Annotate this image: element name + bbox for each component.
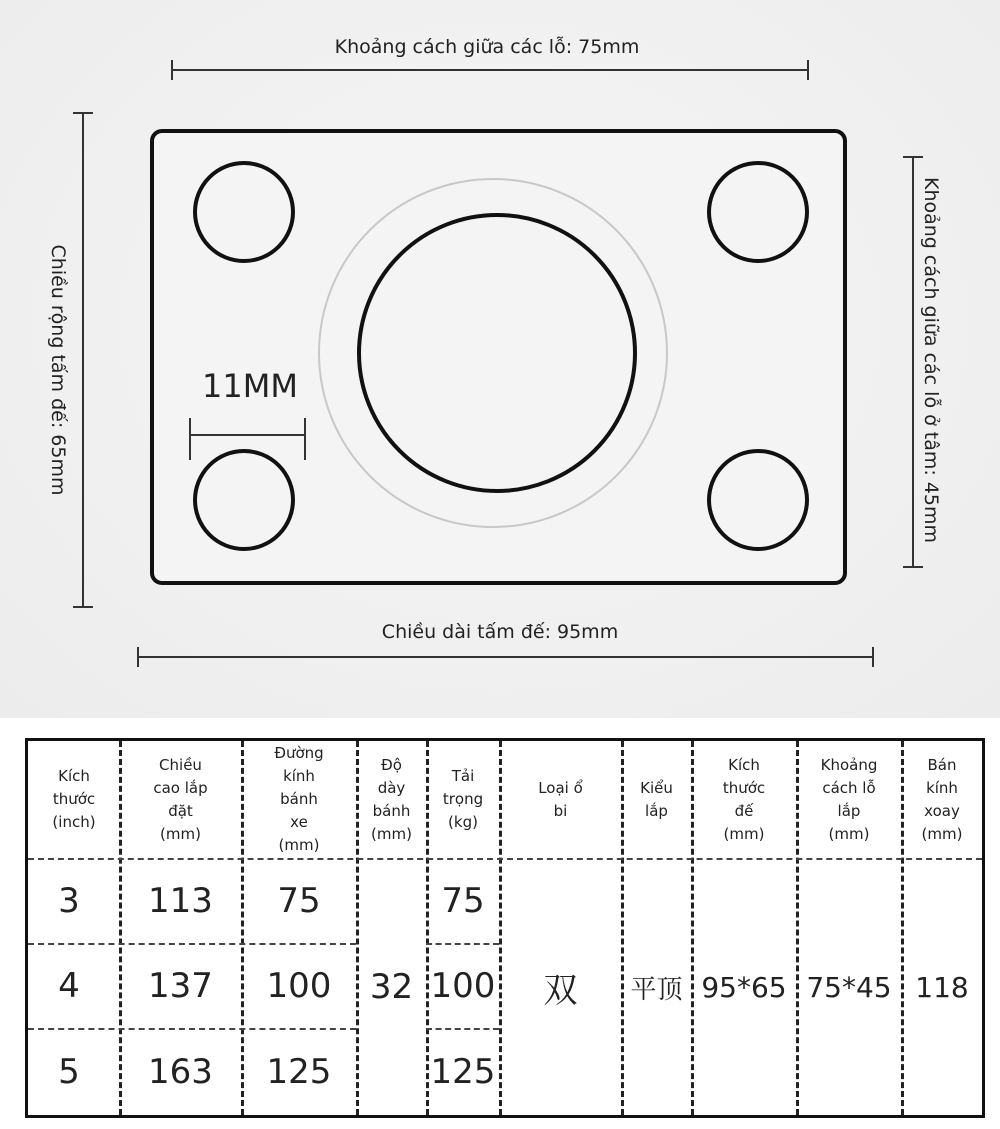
center-hole-spacing-label: Khoảng cách giữa các lỗ ở tâm: 45mm [920, 176, 942, 544]
spec-table [25, 738, 985, 1118]
plate-width-label: Chiều rộng tấm đế: 65mm [47, 244, 69, 496]
hole-spacing-label: Khoảng cách giữa các lỗ: 75mm [334, 36, 640, 58]
header-height: Chiều cao lắp đặt (mm) [153, 755, 208, 843]
row-3-size: 5 [58, 1052, 80, 1092]
row-3-wheel-diameter: 125 [266, 1052, 332, 1092]
row-3-height: 163 [148, 1052, 213, 1092]
hole-spacing-value: 75*45 [806, 970, 892, 1004]
right-dimension [903, 157, 923, 567]
row-2-load: 100 [430, 966, 496, 1006]
header-size: Kích thước (inch) [52, 767, 96, 831]
bearing-type-value: 双 [543, 970, 578, 1011]
hole-diameter-label: 11MM [202, 367, 298, 405]
plate-length-label: Chiều dài tấm đế: 95mm [381, 621, 619, 643]
base-size-value: 95*65 [701, 970, 787, 1004]
header-base-size: Kích thước đế (mm) [722, 755, 766, 843]
row-1-wheel-diameter: 75 [277, 881, 321, 921]
header-swivel-radius: Bán kính xoay (mm) [921, 755, 963, 843]
row-1-size: 3 [58, 881, 80, 921]
row-1-height: 113 [148, 881, 213, 921]
header-wheel-diameter: Đường kính bánh xe (mm) [274, 744, 324, 854]
mount-type-value: 平顶 [630, 974, 683, 1005]
row-1-load: 75 [441, 881, 485, 921]
thickness-value: 32 [369, 967, 414, 1007]
bottom-dimension [138, 647, 873, 667]
row-3-load: 125 [430, 1052, 496, 1092]
base-plate [152, 131, 845, 583]
row-2-wheel-diameter: 100 [266, 966, 332, 1006]
header-mount-type: Kiểu lắp [640, 778, 673, 820]
top-dimension [172, 60, 808, 80]
row-2-height: 137 [148, 966, 213, 1006]
left-dimension [73, 113, 93, 607]
row-2-size: 4 [58, 966, 80, 1006]
header-hole-spacing: Khoảng cách lỗ lắp (mm) [820, 755, 878, 843]
swivel-radius-value: 118 [915, 970, 969, 1004]
header-bearing-type: Loại ổ bi [538, 778, 583, 820]
header-load: Tải trọng (kg) [442, 767, 484, 831]
header-thickness: Độ dày bánh (mm) [371, 755, 412, 843]
